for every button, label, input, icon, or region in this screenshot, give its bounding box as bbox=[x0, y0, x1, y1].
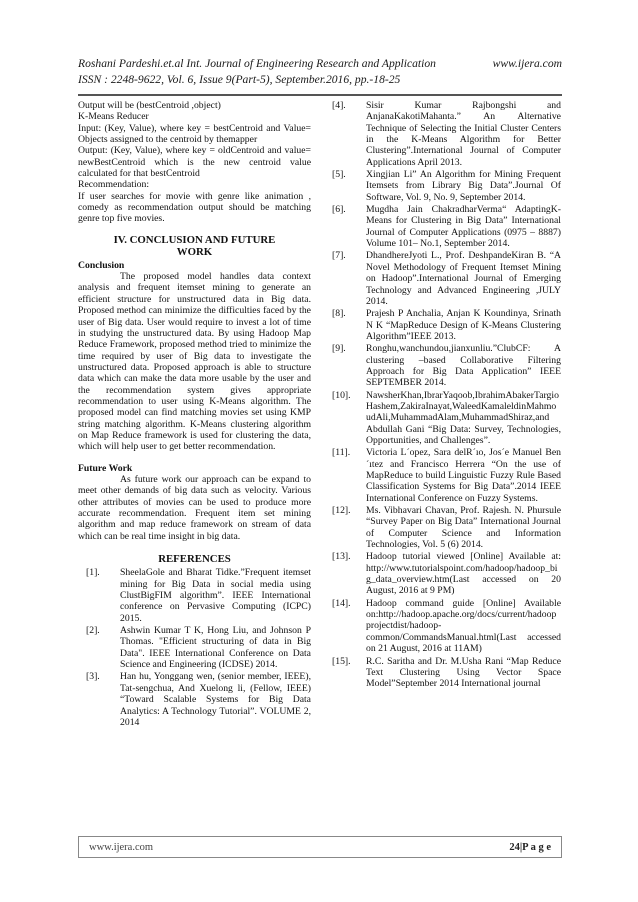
reference-item: [2]. Ashwin Kumar T K, Hong Liu, and Johnson P Thomas. "Efficient structuring of data in Big Data". IEEE International Conference on Data Science and Engineering (ICDSE) 2014. bbox=[86, 625, 311, 671]
references-heading: REFERENCES bbox=[158, 553, 231, 566]
text-line: If user searches for movie with genre like animation , comedy as recommendation output should be matching genre top five movies. bbox=[78, 190, 311, 225]
reference-item: [12]. Ms. Vibhavari Chavan, Prof. Rajesh. N. Phursule “Survey Paper on Big Data” International Journal of Computer Science and Information Technologies, Vol. 5 (6) 2014. bbox=[332, 505, 561, 551]
reference-item: [10]. NawsherKhan,IbrarYaqoob,IbrahimAbakerTargioHashem,ZakiraInayat,WaleedKamaleldinMahmoudAli,MuhammadAlam,MuhammadShiraz,and Abdullah Gani “Big Data: Survey, Technologies, Opportunities, and Challenges”. bbox=[332, 389, 561, 446]
reference-item: [11]. Victoria L´opez, Sara delR´ıo, Jos´e Manuel Ben´ıtez and Francisco Herrera “On the use of MapReduce to build Linguistic Fuzzy Rule Based Classification Systems for Big Data”.2014 IEEE International Conference on Fuzzy Systems. bbox=[332, 447, 561, 504]
text-line: Output: (Key, Value), where key = oldCentroid and value= newBestCentroid which is the new centroid value calculated for that bestCentroid bbox=[78, 145, 311, 180]
future-work-heading: Future Work bbox=[78, 462, 133, 474]
header-issn-line: ISSN : 2248-9622, Vol. 6, Issue 9(Part-5), September.2016, pp.-18-25 bbox=[78, 73, 401, 86]
conclusion-heading: Conclusion bbox=[78, 259, 125, 271]
running-header bbox=[78, 56, 562, 96]
header-website: www.ijera.com bbox=[492, 57, 562, 70]
header-rule bbox=[78, 90, 562, 96]
section-heading: IV. CONCLUSION AND FUTURE WORK bbox=[113, 233, 276, 259]
reference-item: [14]. Hadoop command guide [Online] Available on:http://hadoop.apache.org/docs/current/hadoopprojectdist/hadoop-common/CommandsManual.html(Last accessed on 21 August, 2016 at 11AM) bbox=[332, 597, 561, 655]
page-number: 24|P a g e bbox=[509, 841, 551, 853]
reference-item: [3]. Han hu, Yonggang wen, (senior member, IEEE), Tat-sengchua, And Xuelong li, (Fellow, IEEE) “Toward Scalable Systems for Big Data Analytics: A Technology Tutorial”. VOLUME 2, 2014 bbox=[86, 671, 311, 728]
text-line: Input: (Key, Value), where key = bestCentroid and Value= Objects assigned to the centroid by themapper bbox=[78, 122, 311, 146]
reference-item: [8]. Prajesh P Anchalia, Anjan K Koundinya, Srinath N K “MapReduce Design of K-Means Clustering Algorithm”IEEE 2013. bbox=[332, 308, 561, 342]
future-work-paragraph: As future work our approach can be expand to meet other demands of big data such as velocity. Various other attributes of movies can be used to produce more accurate recommendation. Frequent item set mining algorithm and map reduce framework on stream of data which can be real time insight in big data. bbox=[78, 473, 311, 542]
text-line: Output will be (bestCentroid ,object) bbox=[78, 100, 221, 111]
reference-item: [1]. SheelaGole and Bharat Tidke.”Frequent itemset mining for Big Data in social media using ClustBigFIM algorithm”. IEEE International conference on Pervasive Computing (ICPC) 2015. bbox=[86, 567, 311, 624]
reference-item: [4]. Sisir Kumar Rajbongshi and AnjanaKakotiMahanta.” An Alternative Technique of Selecting the Initial Cluster Centers in the K-Means Algorithm for Better Clustering”.International Journal of Computer Applications April 2013. bbox=[332, 100, 561, 168]
text-line: Recommendation: bbox=[78, 179, 150, 191]
footer-website: www.ijera.com bbox=[89, 841, 154, 853]
mapreduce-description bbox=[78, 100, 311, 225]
reference-item: [9]. Ronghu,wanchundou,jianxunliu.”ClubCF: A clustering –based Collaborative Filtering Approach for Big Data Application” IEEE SEPTEMBER 2014. bbox=[332, 343, 561, 389]
reference-item: [5]. Xingjian Li” An Algorithm for Mining Frequent Itemsets from Library Big Data”.Journal Of Software, Vol. 9, No. 9, September 2014. bbox=[332, 169, 561, 203]
reference-item: [13]. Hadoop tutorial viewed [Online] Available at: http://www.tutorialspoint.com/hadoop/hadoop_big_data_overview.htm(Last accessed on 20 August, 2016 at 9 PM) bbox=[332, 551, 561, 597]
reference-item: [7]. DhandhereJyoti L., Prof. DeshpandeKiran B. “A Novel Methodology of Frequent Itemset Mining on Hadoop”.International Journal of Emerging Technology and Advanced Engineering ,JULY 2014. bbox=[332, 250, 561, 307]
reference-item: [6]. Mugdha Jain ChakradharVerma“ AdaptingK-Means for Clustering in Big Data” International Journal of Computer Applications (0975 – 8887) Volume 101– No.1, September 2014. bbox=[332, 204, 561, 250]
right-column bbox=[332, 100, 561, 691]
page-footer bbox=[78, 836, 562, 858]
text-line: K-Means Reducer bbox=[78, 111, 149, 123]
left-column bbox=[78, 100, 311, 729]
conclusion-paragraph: The proposed model handles data context analysis and frequent itemset mining to generate an efficient structure for unstructured data in Big data. Proposed method can minimize the difficulties faced by the user of Big data. User would require to invest a lot of time in studying the unstructured data. By using Hadoop Map Reduce Framework, proposed method tried to minimize the time required by user of Big data to investigate the unstructured data. Proposed approach is able to structure data which can make the data more usable by the user and the recommendation system gives appropriate recommendation to user using K-Means algorithm. The proposed model can find matching movies set using KMP string matching algorithm. K-Means clustering algorithm on Map Reduce framework is used for clustering the data, which will help user to get better recommendation. bbox=[78, 271, 311, 453]
header-journal-line: Roshani Pardeshi.et.al Int. Journal of Engineering Research and Application bbox=[78, 57, 436, 70]
reference-item: [15]. R.C. Saritha and Dr. M.Usha Rani “Map Reduce Text Clustering Using Vector Space Model”September 2014 International journal bbox=[332, 655, 561, 690]
